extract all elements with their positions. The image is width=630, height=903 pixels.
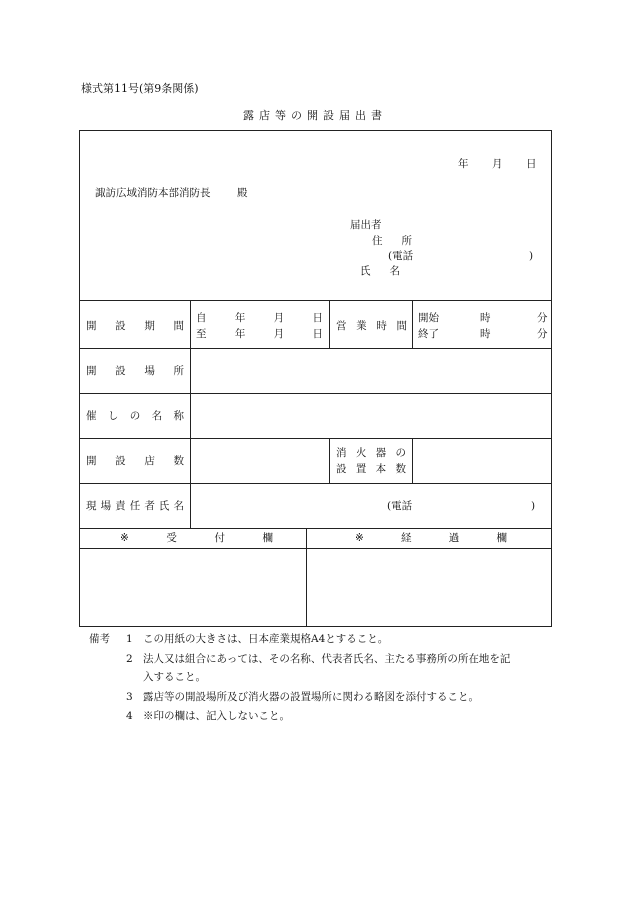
address-label: 住 所	[372, 235, 412, 247]
rule-manager-bottom	[80, 528, 551, 529]
date-year-label: 年	[458, 158, 469, 170]
reception-header: ※ 受 付 欄	[120, 532, 273, 544]
date-month-label: 月	[492, 158, 503, 170]
note-text-continued: 入すること。	[143, 671, 206, 683]
period-to-line: 至 年 月 日	[196, 328, 323, 340]
form-number: 様式第11号(第9条関係)	[81, 82, 199, 95]
rule-period-hours-divider	[329, 300, 330, 348]
note-number: 4	[126, 710, 133, 722]
note-text: 法人又は組合にあっては、その名称、代表者氏名、主たる事務所の所在地を記	[143, 653, 511, 665]
manager-phone-open: (電話	[387, 500, 413, 512]
period-from-line: 自 年 月 日	[196, 312, 323, 324]
rule-period-bottom	[80, 348, 551, 349]
event-name-label: 催 し の 名 称	[86, 410, 184, 422]
document-title: 露店等の開設届出書	[243, 109, 387, 122]
extinguisher-label-line1: 消 火 器 の	[336, 447, 406, 459]
note-text: この用紙の大きさは、日本産業規格A4とすること。	[143, 633, 389, 645]
note-text: ※印の欄は、記入しないこと。	[143, 710, 290, 722]
hours-start-hour: 時	[480, 312, 491, 324]
rule-ext-value-divider	[412, 438, 413, 483]
name-label: 氏 名	[360, 265, 400, 277]
phone-open: (電話	[388, 250, 414, 262]
form-frame	[79, 130, 552, 627]
rule-header-bottom	[80, 300, 551, 301]
hours-start-label: 開始	[418, 312, 439, 324]
date-day-label: 日	[526, 158, 537, 170]
honorific: 殿	[237, 187, 248, 199]
manager-phone-close: )	[531, 500, 536, 512]
phone-close: )	[529, 250, 534, 262]
notes-heading: 備考	[89, 633, 110, 645]
rule-stores-bottom	[80, 483, 551, 484]
rule-label-column	[190, 300, 191, 528]
manager-label: 現 場 責 任 者 氏 名	[86, 500, 184, 512]
progress-header: ※ 経 過 欄	[355, 532, 507, 544]
note-number: 3	[126, 691, 133, 703]
rule-place-bottom	[80, 393, 551, 394]
note-number: 2	[126, 653, 133, 665]
hours-end-label: 終了	[418, 328, 439, 340]
note-text: 露店等の開設場所及び消火器の設置場所に関わる略図を添付すること。	[143, 691, 479, 703]
place-label: 開 設 場 所	[86, 365, 184, 377]
rule-hours-label-divider	[412, 300, 413, 348]
extinguisher-label-line2: 設 置 本 数	[336, 463, 406, 475]
stores-label: 開 設 店 数	[86, 455, 184, 467]
rule-reception-progress-divider	[306, 528, 307, 626]
rule-reception-header-bottom	[80, 548, 551, 549]
hours-end-minute: 分	[537, 328, 548, 340]
rule-event-bottom	[80, 438, 551, 439]
hours-label: 営 業 時 間	[336, 320, 407, 332]
addressee: 諏訪広域消防本部消防長	[95, 187, 211, 199]
notifier-label: 届出者	[350, 219, 382, 231]
rule-stores-ext-divider	[329, 438, 330, 483]
period-label: 開 設 期 間	[86, 320, 184, 332]
hours-end-hour: 時	[480, 328, 491, 340]
note-number: 1	[126, 633, 133, 645]
hours-start-minute: 分	[537, 312, 548, 324]
